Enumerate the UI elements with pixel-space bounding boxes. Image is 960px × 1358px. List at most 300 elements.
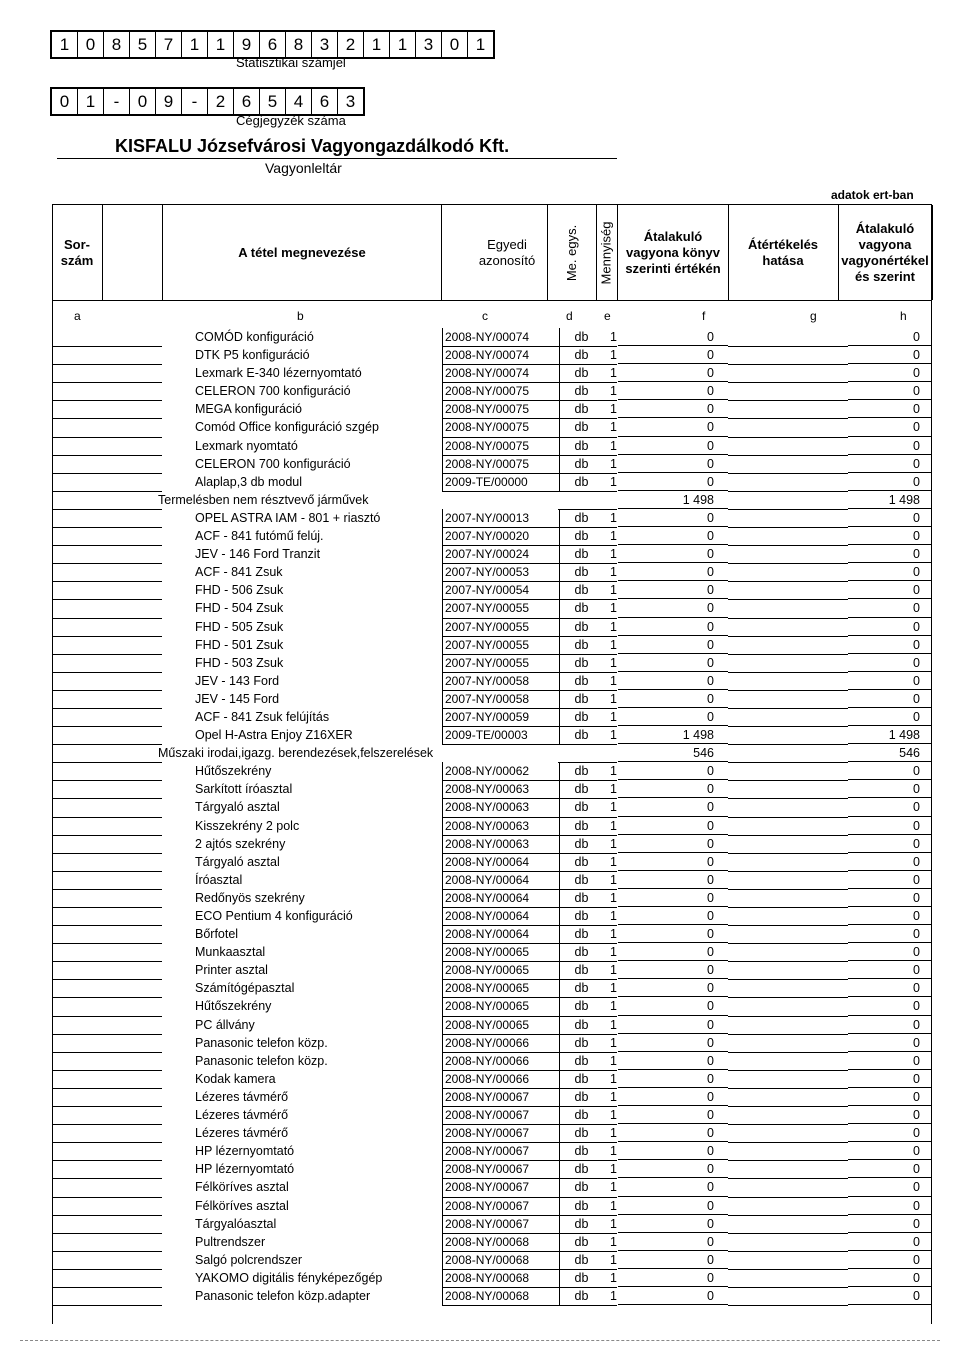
reg-digit-box: 9 (156, 89, 182, 114)
table-row (52, 1269, 932, 1287)
row-unit: db (558, 1233, 605, 1252)
row-value: 0 (848, 563, 932, 581)
table-row (52, 1178, 932, 1196)
row-unit: db (558, 563, 605, 582)
row-qty: 1 (573, 1124, 617, 1143)
row-name: COMÓD konfiguráció (195, 330, 314, 344)
row-book-value: 0 (618, 672, 728, 690)
table-row (52, 853, 932, 871)
table-row (52, 418, 932, 436)
row-name: Lézeres távmérő (195, 1126, 289, 1141)
row-revaluation (728, 509, 848, 528)
header-book: Átalakuló vagyona könyv szerinti értékén (618, 205, 729, 300)
row-qty: 1 (573, 871, 617, 890)
row-book-value: 1 498 (618, 491, 728, 509)
company-registration-caption: Cégjegyzék száma (236, 113, 346, 128)
row-revaluation (728, 871, 848, 890)
row-code: 2008-NY/00063 (442, 835, 560, 854)
table-row (52, 907, 932, 925)
row-number-cell (52, 618, 162, 637)
row-code: 2008-NY/00065 (442, 961, 560, 980)
row-code: 2007-NY/00054 (442, 581, 560, 600)
table-row (52, 798, 932, 816)
row-code: 2008-NY/00075 (442, 437, 560, 456)
col-letter-h: h (900, 309, 907, 323)
row-qty: 1 (573, 636, 617, 655)
row-revaluation (728, 817, 848, 836)
row-qty: 1 (573, 1142, 617, 1161)
row-qty: 1 (573, 545, 617, 564)
row-value: 0 (848, 599, 932, 617)
row-revaluation (728, 925, 848, 944)
row-qty (573, 744, 617, 763)
row-value: 0 (848, 328, 932, 346)
reg-digit-box: 5 (260, 89, 286, 114)
row-value: 0 (848, 817, 932, 835)
table-row (52, 527, 932, 545)
row-number-cell (52, 1070, 162, 1089)
row-unit: db (558, 527, 605, 546)
row-book-value: 0 (618, 509, 728, 527)
row-name: Comód Office konfiguráció szgép (195, 420, 379, 435)
row-value: 0 (848, 871, 932, 889)
row-qty: 1 (573, 473, 617, 492)
row-code: 2008-NY/00064 (442, 853, 560, 872)
row-qty: 1 (573, 1106, 617, 1125)
row-revaluation (728, 835, 848, 854)
row-value: 0 (848, 1124, 932, 1142)
row-qty: 1 (573, 1215, 617, 1234)
row-qty: 1 (573, 907, 617, 926)
row-unit: db (558, 328, 605, 347)
row-revaluation (728, 853, 848, 872)
row-code: 2007-NY/00013 (442, 509, 560, 528)
row-value: 0 (848, 618, 932, 636)
table-row (52, 346, 932, 364)
table-row (52, 762, 932, 780)
col-letter-g: g (810, 309, 817, 323)
row-unit: db (558, 1106, 605, 1125)
row-book-value: 0 (618, 961, 728, 979)
table-row (52, 925, 932, 943)
row-revaluation (728, 364, 848, 383)
row-unit: db (558, 943, 605, 962)
reg-digit-box: 1 (78, 89, 104, 114)
table-row (52, 1251, 932, 1269)
stat-digit-box: 1 (208, 32, 234, 57)
row-unit: db (558, 618, 605, 637)
row-number-cell (52, 1034, 162, 1053)
row-book-value: 0 (618, 400, 728, 418)
row-unit: db (558, 581, 605, 600)
row-revaluation (728, 473, 848, 492)
row-revaluation (728, 437, 848, 456)
row-book-value: 546 (618, 744, 728, 762)
table-row (52, 581, 932, 599)
row-code: 2007-NY/00055 (442, 618, 560, 637)
row-book-value: 0 (618, 1016, 728, 1034)
row-number-cell (52, 907, 162, 926)
row-revaluation (728, 654, 848, 673)
row-book-value: 1 498 (618, 726, 728, 744)
row-book-value: 0 (618, 1269, 728, 1287)
table-row (52, 1287, 932, 1305)
row-unit: db (558, 690, 605, 709)
row-value: 0 (848, 1052, 932, 1070)
stat-digit-box: 5 (130, 32, 156, 57)
row-book-value: 0 (618, 907, 728, 925)
row-name: HP lézernyomtató (195, 1162, 295, 1177)
row-name: Printer asztal (195, 963, 268, 978)
row-unit: db (558, 835, 605, 854)
row-name: Panasonic telefon közp. (195, 1053, 328, 1068)
stat-digit-box: 1 (364, 32, 390, 57)
row-code: 2008-NY/00064 (442, 925, 560, 944)
col-letter-b: b (297, 309, 304, 323)
row-revaluation (728, 1124, 848, 1143)
row-number-cell (52, 1251, 162, 1270)
row-value: 0 (848, 1034, 932, 1052)
table-group-row (52, 491, 932, 509)
row-revaluation (728, 762, 848, 781)
row-unit: db (558, 817, 605, 836)
row-qty: 1 (573, 418, 617, 437)
row-qty: 1 (573, 672, 617, 691)
row-qty: 1 (573, 1287, 617, 1306)
row-number-cell (52, 853, 162, 872)
row-number-cell (52, 979, 162, 998)
row-book-value: 0 (618, 1178, 728, 1196)
row-name: JEV - 146 Ford Tranzit (195, 547, 321, 562)
row-unit: db (558, 364, 605, 383)
row-code: 2007-NY/00053 (442, 563, 560, 582)
row-code: 2007-NY/00058 (442, 690, 560, 709)
row-name: ACF - 841 Zsuk (195, 565, 283, 580)
col-letter-f: f (702, 309, 706, 323)
row-book-value: 0 (618, 618, 728, 636)
row-revaluation (728, 708, 848, 727)
row-unit: db (558, 853, 605, 872)
row-name: Salgó polcrendszer (195, 1252, 303, 1267)
row-name: Tárgyaló asztal (195, 800, 280, 815)
col-letter-a: a (74, 309, 81, 323)
row-number-cell (52, 491, 162, 510)
row-value: 0 (848, 654, 932, 672)
row-unit: db (558, 798, 605, 817)
row-name: ACF - 841 futómű felúj. (195, 529, 324, 544)
row-value: 0 (848, 527, 932, 545)
table-row (52, 708, 932, 726)
row-qty: 1 (573, 979, 617, 998)
row-name: Hűtőszekrény (195, 764, 272, 779)
table-row (52, 1215, 932, 1233)
row-unit: db (558, 871, 605, 890)
row-name: YAKOMO digitális fényképezőgép (195, 1270, 383, 1285)
row-name: Panasonic telefon közp. (195, 1035, 328, 1050)
row-code: 2008-NY/00075 (442, 382, 560, 401)
row-book-value: 0 (618, 943, 728, 961)
row-book-value: 0 (618, 418, 728, 436)
row-qty: 1 (573, 1251, 617, 1270)
table-row (52, 437, 932, 455)
row-qty: 1 (573, 1016, 617, 1035)
row-number-cell (52, 636, 162, 655)
row-code: 2008-NY/00065 (442, 997, 560, 1016)
row-book-value: 0 (618, 925, 728, 943)
row-code: 2008-NY/00067 (442, 1088, 560, 1107)
table-row (52, 690, 932, 708)
row-number-cell (52, 437, 162, 456)
row-qty: 1 (573, 798, 617, 817)
row-qty: 1 (573, 527, 617, 546)
row-book-value: 0 (618, 527, 728, 545)
row-number-cell (52, 726, 162, 745)
row-book-value: 0 (618, 780, 728, 798)
row-value: 0 (848, 581, 932, 599)
row-code: 2008-NY/00066 (442, 1052, 560, 1071)
row-unit: db (558, 346, 605, 365)
row-revaluation (728, 726, 848, 745)
row-name: CELERON 700 konfiguráció (195, 384, 351, 399)
row-qty: 1 (573, 853, 617, 872)
row-code: 2007-NY/00055 (442, 599, 560, 618)
row-code: 2008-NY/00075 (442, 400, 560, 419)
row-number-cell (52, 509, 162, 528)
row-qty: 1 (573, 1070, 617, 1089)
row-value: 0 (848, 400, 932, 418)
row-revaluation (728, 581, 848, 600)
row-unit: db (558, 400, 605, 419)
row-revaluation (728, 1215, 848, 1234)
row-book-value: 0 (618, 853, 728, 871)
table-row (52, 636, 932, 654)
row-value: 0 (848, 1269, 932, 1287)
row-code: 2007-NY/00024 (442, 545, 560, 564)
row-revaluation (728, 1197, 848, 1216)
row-qty: 1 (573, 1233, 617, 1252)
row-name: Hűtőszekrény (195, 999, 272, 1014)
row-revaluation (728, 618, 848, 637)
row-name: Íróasztal (195, 872, 243, 887)
row-code: 2008-NY/00068 (442, 1251, 560, 1270)
row-name: Tárgyalóasztal (195, 1216, 277, 1231)
row-revaluation (728, 1233, 848, 1252)
row-code: 2008-NY/00074 (442, 328, 560, 347)
table-row (52, 545, 932, 563)
row-name: Lexmark nyomtató (195, 438, 298, 453)
row-code: 2008-NY/00067 (442, 1106, 560, 1125)
row-qty: 1 (573, 1034, 617, 1053)
row-book-value: 0 (618, 545, 728, 563)
row-unit: db (558, 1160, 605, 1179)
row-value: 0 (848, 1160, 932, 1178)
row-qty: 1 (573, 1269, 617, 1288)
row-revaluation (728, 943, 848, 962)
row-code: 2008-NY/00065 (442, 979, 560, 998)
row-unit: db (558, 1124, 605, 1143)
row-code: 2008-NY/00068 (442, 1269, 560, 1288)
row-unit: db (558, 672, 605, 691)
col-letter-c: c (482, 309, 488, 323)
row-code: 2007-NY/00020 (442, 527, 560, 546)
row-name: Műszaki irodai,igazg. berendezések,felszerelések (158, 746, 434, 761)
table-row (52, 473, 932, 491)
stat-digit-box: 3 (416, 32, 442, 57)
row-name: ECO Pentium 4 konfiguráció (195, 909, 353, 923)
table-row (52, 871, 932, 889)
row-revaluation (728, 1052, 848, 1071)
row-code: 2007-NY/00058 (442, 672, 560, 691)
row-name: JEV - 145 Ford (195, 691, 280, 706)
reg-digit-box: 6 (234, 89, 260, 114)
row-revaluation (728, 1178, 848, 1197)
reg-digit-box: 0 (52, 89, 78, 114)
row-name: Félköríves asztal (195, 1198, 289, 1213)
table-row (52, 328, 932, 346)
row-name: 2 ajtós szekrény (195, 836, 286, 851)
row-number-cell (52, 1088, 162, 1107)
row-name: Félköríves asztal (195, 1180, 289, 1195)
row-qty: 1 (573, 925, 617, 944)
column-letters (52, 309, 932, 324)
reg-digit-box: - (104, 89, 130, 114)
row-revaluation (728, 1106, 848, 1125)
row-code: 2008-NY/00075 (442, 455, 560, 474)
row-revaluation (728, 1034, 848, 1053)
row-book-value: 0 (618, 636, 728, 654)
row-qty: 1 (573, 889, 617, 908)
header-sorszam: Sor-szám (52, 205, 103, 300)
row-number-cell (52, 961, 162, 980)
row-number-cell (52, 400, 162, 419)
row-number-cell (52, 346, 162, 365)
row-book-value: 0 (618, 997, 728, 1015)
row-code: 2008-NY/00063 (442, 817, 560, 836)
table-row (52, 364, 932, 382)
row-book-value: 0 (618, 437, 728, 455)
row-qty: 1 (573, 599, 617, 618)
row-value: 0 (848, 672, 932, 690)
table-row (52, 618, 932, 636)
row-code: 2008-NY/00067 (442, 1178, 560, 1197)
table-row (52, 726, 932, 744)
row-value: 0 (848, 762, 932, 780)
table-row (52, 997, 932, 1015)
row-unit: db (558, 889, 605, 908)
row-qty: 1 (573, 654, 617, 673)
row-revaluation (728, 1251, 848, 1270)
row-qty: 1 (573, 1088, 617, 1107)
row-book-value: 0 (618, 690, 728, 708)
row-qty: 1 (573, 437, 617, 456)
row-revaluation (728, 563, 848, 582)
row-name: Kisszekrény 2 polc (195, 818, 300, 833)
stat-digit-box: 8 (104, 32, 130, 57)
row-number-cell (52, 1160, 162, 1179)
row-code: 2008-NY/00067 (442, 1160, 560, 1179)
row-number-cell (52, 997, 162, 1016)
row-book-value: 0 (618, 563, 728, 581)
row-code: 2007-NY/00055 (442, 636, 560, 655)
row-number-cell (52, 1142, 162, 1161)
row-name: Munkaasztal (195, 945, 266, 960)
row-unit: db (558, 1178, 605, 1197)
row-unit: db (558, 1197, 605, 1216)
table-row (52, 1016, 932, 1034)
row-qty: 1 (573, 1178, 617, 1197)
table-row (52, 1034, 932, 1052)
row-unit: db (558, 1269, 605, 1288)
row-book-value: 0 (618, 599, 728, 617)
row-name: Termelésben nem résztvevő járművek (158, 492, 369, 507)
row-value: 0 (848, 997, 932, 1015)
row-unit: db (558, 545, 605, 564)
row-value: 0 (848, 943, 932, 961)
row-code: 2008-NY/00065 (442, 943, 560, 962)
row-book-value: 0 (618, 708, 728, 726)
row-value: 0 (848, 545, 932, 563)
row-qty: 1 (573, 400, 617, 419)
row-number-cell (52, 817, 162, 836)
unit-note: adatok ert-ban (831, 188, 914, 202)
row-book-value: 0 (618, 1052, 728, 1070)
row-unit: db (558, 997, 605, 1016)
row-qty: 1 (573, 1052, 617, 1071)
row-value: 0 (848, 780, 932, 798)
row-unit: db (558, 437, 605, 456)
row-unit: db (558, 636, 605, 655)
row-number-cell (52, 672, 162, 691)
row-number-cell (52, 1269, 162, 1288)
row-number-cell (52, 382, 162, 401)
row-number-cell (52, 889, 162, 908)
stat-digit-box: 6 (260, 32, 286, 57)
row-name: Alaplap,3 db modul (195, 474, 303, 489)
row-number-cell (52, 943, 162, 962)
header-reval: Átértékelés hatása (728, 205, 839, 300)
row-book-value: 0 (618, 1215, 728, 1233)
row-qty: 1 (573, 1160, 617, 1179)
row-unit: db (558, 1016, 605, 1035)
stat-digit-box: 1 (182, 32, 208, 57)
row-unit: db (558, 1251, 605, 1270)
table-row (52, 961, 932, 979)
row-book-value: 0 (618, 364, 728, 382)
row-revaluation (728, 1016, 848, 1035)
row-value: 0 (848, 455, 932, 473)
row-qty: 1 (573, 563, 617, 582)
row-book-value: 0 (618, 1233, 728, 1251)
row-value: 0 (848, 708, 932, 726)
row-number-cell (52, 473, 162, 492)
table-row (52, 382, 932, 400)
row-unit: db (558, 925, 605, 944)
table-row (52, 563, 932, 581)
row-revaluation (728, 690, 848, 709)
row-value: 0 (848, 798, 932, 816)
row-code: 2008-NY/00067 (442, 1142, 560, 1161)
row-number-cell (52, 418, 162, 437)
row-code: 2008-NY/00067 (442, 1215, 560, 1234)
row-qty: 1 (573, 346, 617, 365)
row-unit: db (558, 762, 605, 781)
row-name: Számítógépasztal (195, 981, 295, 996)
row-number-cell (52, 599, 162, 618)
row-value: 0 (848, 437, 932, 455)
stat-digit-box: 3 (312, 32, 338, 57)
stat-digit-box: 1 (475, 34, 486, 54)
row-unit: db (558, 907, 605, 926)
